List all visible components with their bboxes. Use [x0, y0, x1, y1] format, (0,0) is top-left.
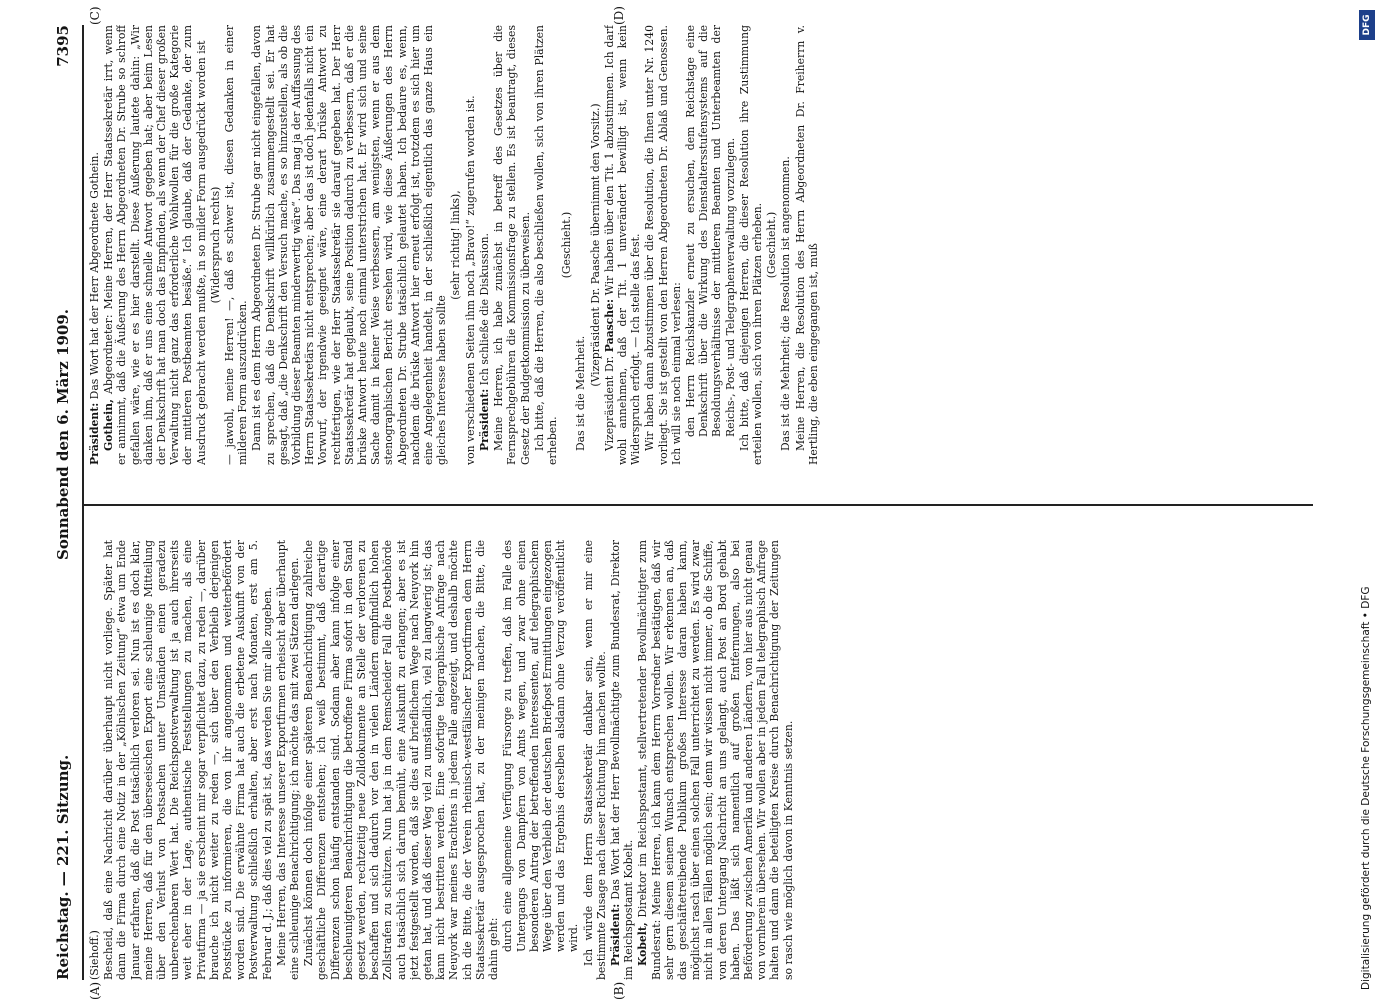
header-rule	[82, 25, 84, 980]
speaker-name: Präsident:	[608, 903, 622, 966]
paragraph: (Siehoff.)	[88, 930, 101, 980]
left-column	[88, 540, 1313, 980]
paragraph: Gothein, Abgeordneter: Meine Herren, der Herr Staatssekretär irrt, wenn er annimmt, daß die Äußerung des Herrn Abgeordneten Dr. Strube so schroff gefallen wäre, wie er es hier darstellt. Diese Äußerung lautete dahin: „Wir danken ihm, daß er uns eine schnelle Antwort gegeben hat; aber beim Lesen der Denkschrift hat man doch das Empfinden, als wenn der Chef dieser großen Verwaltung nicht ganz das erforderliche Wohlwollen für die große Kategorie der mittleren Postbeamten besäße.“ Ich glaube, daß der Gedanke, der zum Ausdruck gebracht werden mußte, in so milder Form ausgedrückt worden ist	[102, 25, 208, 465]
margin-mark-d: (D)	[612, 6, 626, 25]
dfg-logo	[1359, 10, 1375, 40]
paragraph: den Herrn Reichskanzler erneut zu ersuchen, dem Reichstage eine Denkschrift über die Wirkung des Dienstaltersstufensystems auf die Besoldungsverhältnisse der mittleren Beamten und Unterbeamten der Reichs-, Post- und Telegraphenverwaltung vorzulegen.	[683, 25, 737, 437]
paragraph: durch eine allgemeine Verfügung Fürsorge zu treffen, daß im Falle des Untergangs von Dampfern von Amts wegen, und zwar ohne einen besonderen Antrag der betreffenden Interessenten, auf telegraphischem Wege über den Verbleib der deutschen Briefpost Ermittlungen eingezogen werden und das Ergebnis derselben alsdann ohne Verzug veröffentlicht wird.	[501, 540, 581, 952]
paragraph: (Geschieht.)	[765, 211, 779, 279]
paragraph: Kobelt, Direktor im Reichspostamt, stellvertretender Bevollmächtigter zum Bundesrat: Meine Herren, ich kann dem Herrn Vorredner bestätigen, daß wir sehr gern diesem seinem Wunsch entsprechen wollen. Wir erkennen an, daß das geschäftetreibende Publikum großes Interesse daran haben kann, möglichst rasch über einen solchen Fall unterrichtet zu werden. Es wird zwar nicht in allen Fällen möglich sein; denn wir wissen nicht immer, ob die Schiffe, von deren Untergang Nachricht an uns gelangt, auch Post an Bord gehabt haben. Das läßt sich namentlich auf großen Entfernungen, also bei Beförderung zwischen Amerika und anderen Ländern, von hier aus nicht genau von vornherein übersehen. Wir wollen aber in jedem Fall telegraphisch Anfrage halten und dann die beteiligten Kreise durch Benachrichtigung der Zeitungen so rasch wie möglich davon in Kenntnis setzen.	[636, 540, 795, 980]
speaker-name: Paasche:	[602, 299, 616, 353]
paragraph: Präsident: Das Wort hat der Herr Abgeordnete Gothein.	[88, 152, 101, 465]
header-left: Reichstag. — 221. Sitzung.	[54, 754, 72, 980]
paragraph: Meine Herren, das Interesse unserer Exportfirmen erheischt aber überhaupt eine schleunige Benachrichtigung; ich möchte das mit zwei Sätzen darlegen.	[274, 540, 302, 980]
header-date: Sonnabend den 6. März 1909.	[54, 309, 72, 560]
paragraph: von verschiedenen Seiten ihm noch „Bravo!“ zugerufen worden ist.	[463, 95, 477, 465]
paragraph: Meine Herren, ich habe zunächst in betreff des Gesetzes über die Fernsprechgebühren die Kommissionsfrage zu stellen. Es ist beantragt, dieses Gesetz der Budgetkommission zu überweisen.	[492, 25, 532, 465]
speaker-name: Präsident:	[477, 388, 491, 451]
speaker-name: Gothein,	[102, 399, 116, 451]
margin-mark-a: (A)	[88, 981, 102, 1000]
dfg-logo-text: DFG	[1362, 14, 1372, 36]
paragraph: Ich bitte, daß die Herren, die also beschließen wollen, sich von ihren Plätzen erheben.	[532, 25, 559, 465]
speaker-name: Kobelt,	[636, 922, 650, 966]
paragraph: Vizepräsident Dr. Paasche: Wir haben über den Tit. 1 abzustimmen. Ich darf wohl annehmen, daß der Tit. 1 unverändert bewilligt ist, wenn kein Widerspruch erfolgt. — Ich stelle das fest.	[602, 25, 643, 465]
right-column	[88, 25, 1313, 465]
paragraph: Wir haben dann abzustimmen über die Resolution, die Ihnen unter Nr. 1240 vorliegt. Sie ist gestellt von den Herren Abgeordneten Dr. Ablaß und Genossen. Ich will sie noch einmal verlesen:	[643, 25, 683, 465]
column-divider	[84, 504, 1313, 506]
paragraph: Zunächst können doch infolge einer späteren Benachrichtigung zahlreiche geschäftliche Differenzen entstehen; ich weiß bestimmt, daß derartige Differenzen schon häufig entstanden sind. Sodann aber kann infolge einer beschleunigteren Benachrichtigung die betroffene Firma sofort in den Stand gesetzt werden, rechtzeitig neue Zolldokumente an Stelle der verlorenen zu beschaffen und sich dadurch vor den in vielen Ländern empfindlich hohen Zollstrafen zu schützen. Nun hat ja in dem Remscheider Fall die Postbehörde auch tatsächlich sich darum bemüht, eine Auskunft zu erlangen; aber es ist jetzt festgestellt worden, daß sie dies auf brieflichem Wege nach Neuyork hin getan hat, und daß dieser Weg viel zu umständlich, viel zu langwierig ist; das kann nicht bestritten werden. Eine sofortige telegraphische Anfrage nach Neuyork war meines Erachtens in jedem Falle angezeigt, und deshalb möchte ich die Bitte, die der Verein rheinisch-westfälischer Exportfirmen dem Herrn Staatssekretär ausgesprochen hat, zu der meinigen machen, die Bitte, die dahin geht:	[302, 540, 501, 980]
margin-mark-b: (B)	[612, 981, 626, 1000]
paragraph: Präsident: Ich schließe die Diskussion.	[477, 233, 491, 451]
paragraph: Dann ist es dem Herrn Abgeordneten Dr. Strube gar nicht eingefallen, davon zu sprechen, daß die Denkschrift willkürlich zusammengestellt sei. Er hat gesagt, daß „die Denkschrift den Versuch mache, es so hinzustellen, als ob die Vorbildung dieser Beamten minderwertig wäre“. Das mag ja der Auffassung des Herrn Staatssekretärs nicht entsprechen; aber das ist doch jedenfalls nicht ein Vorwurf, der irgendwie geeignet wäre, eine derart brüske Antwort zu rechtfertigen, wie der Herr Staatssekretär sie darauf gegeben hat. Der Herr Staatssekretär hat geglaubt, seine Position dadurch zu verbessern, daß er die brüske Antwort heute noch einmal unterstrichen hat. Er wird sich und seine Sache damit in keiner Weise verbessern, am wenigsten, wenn er aus dem stenographischen Bericht ersehen wird, wie diese Äußerungen des Herrn Abgeordneten Dr. Strube tatsächlich gelautet haben. Ich bedaure es, wenn, nachdem die brüske Antwort hier erneut erfolgt ist, trotzdem es sich hier um eine Angelegenheit handelt, in der schließlich eigentlich das ganze Haus ein gleiches Interesse haben sollte	[250, 25, 449, 465]
paragraph: Meine Herren, die Resolution des Herrn Abgeordneten Dr. Freiherrn v. Hertling, die eben eingegangen ist, muß	[793, 25, 820, 465]
paragraph: — jawohl, meine Herren! —, daß es schwer ist, diesen Gedanken in einer milderen Form auszudrücken.	[223, 25, 250, 465]
page-header	[52, 25, 78, 980]
paragraph: Präsident: Das Wort hat der Herr Bevollmächtigte zum Bundesrat, Direktor im Reichspostamt Kobelt.	[608, 540, 636, 980]
page-number: 7395	[54, 25, 72, 67]
paragraph: Ich würde dem Herrn Staatssekretär dankbar sein, wenn er mir eine bestimmte Zusage nach dieser Richtung hin machen wollte.	[581, 540, 608, 980]
speaker-name: Präsident:	[88, 402, 101, 465]
margin-mark-c: (C)	[88, 6, 102, 25]
digitization-credit: Digitalisierung gefördert durch die Deutsche Forschungsgemeinschaft • DFG	[1360, 586, 1372, 990]
paragraph: (sehr richtig! links),	[449, 190, 463, 300]
paragraph: Ich bitte, daß diejenigen Herren, die dieser Resolution ihre Zustimmung erteilen wollen, sich von ihren Plätzen erheben.	[737, 25, 764, 465]
paragraph: Das ist die Mehrheit; die Resolution ist angenommen.	[779, 156, 793, 451]
paragraph: Das ist die Mehrheit.	[574, 335, 588, 451]
paragraph: (Geschieht.)	[560, 211, 574, 279]
paragraph: (Vizepräsident Dr. Paasche übernimmt den Vorsitz.)	[588, 103, 602, 387]
paragraph: (Widerspruch rechts)	[208, 186, 222, 304]
digitization-sidebar	[1355, 10, 1379, 990]
paragraph: Bescheid, daß eine Nachricht darüber überhaupt nicht vorliege. Später hat dann die Firma durch eine Notiz in der „Kölnischen Zeitung“ etwa um Ende Januar erfahren, daß die Post tatsächlich verloren sei. Nun ist es doch klar, meine Herren, daß für den überseeischen Export eine schleunige Mitteilung über den Verlust von Postsachen unter Umständen einen geradezu unberechenbaren Wert hat. Die Reichspostverwaltung ist ja auch ihrerseits weit eher in der Lage, authentische Feststellungen zu machen, als eine Privatfirma — ja sie erscheint mir sogar verpflichtet dazu, zu reden —, darüber brauche ich nicht weiter zu reden —, sich über den Verbleib derjenigen Poststücke zu informieren, die von ihr angenommen und weiterbefördert worden sind. Die erwähnte Firma hat auch die erbetene Auskunft von der Postverwaltung schließlich erhalten, aber erst nach Monaten, erst am 5. Februar d. J.; daß dies viel zu spät ist, das werden Sie mir alle zugeben.	[102, 540, 274, 980]
